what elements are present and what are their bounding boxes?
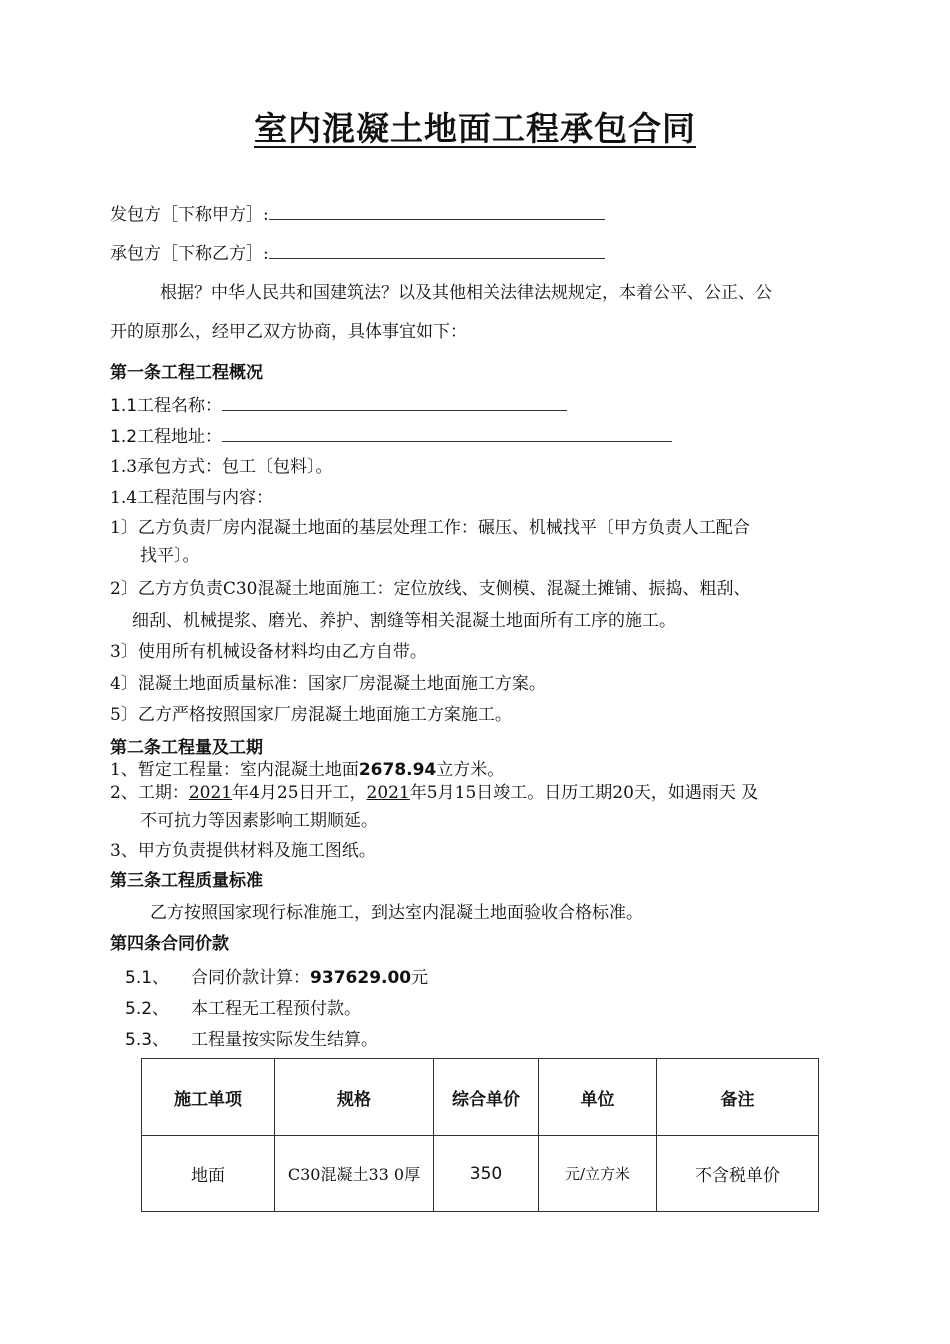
- schedule-label: 2、工期：: [110, 783, 189, 803]
- preamble-line-2: 开的原那么，经甲乙双方协商，具体事宜如下：: [110, 322, 467, 342]
- scope-item-3: 3〕使用所有机械设备材料均由乙方自带。: [110, 642, 427, 662]
- price-clause-1: [125, 967, 428, 989]
- contract-price-value: 937629.00: [310, 968, 412, 988]
- table-header-cell: 规格: [275, 1059, 434, 1136]
- project-address-label: 1.2工程地址：: [110, 427, 223, 447]
- contract-price-unit: 元: [411, 968, 429, 988]
- party-b-blank: [269, 242, 605, 259]
- quality-standard-text: 乙方按照国家现行标准施工，到达室内混凝土地面验收合格标准。: [150, 903, 643, 923]
- scope-item-2-cont: 细刮、机械提浆、磨光、养护、割缝等相关混凝土地面所有工序的施工。: [132, 611, 676, 631]
- start-year: 2021: [188, 783, 233, 803]
- table-cell: 元/立方米: [539, 1136, 657, 1212]
- table-cell: 地面: [142, 1136, 275, 1212]
- table-row: [142, 1136, 819, 1212]
- party-a-line: [110, 203, 605, 226]
- table-header-row: [142, 1059, 819, 1136]
- project-name-label: 1.1工程名称：: [110, 396, 223, 416]
- price-table: [141, 1058, 819, 1212]
- article-3-heading: 第三条工程质量标准: [110, 871, 263, 891]
- article-4-heading: 第四条合同价款: [110, 934, 229, 954]
- table-cell: 350: [434, 1136, 539, 1212]
- clause-number: 5.1、: [125, 968, 170, 988]
- table-header-cell: 单位: [539, 1059, 657, 1136]
- scope-item-5: 5〕乙方严格按照国家厂房混凝土地面施工方案施工。: [110, 705, 512, 725]
- party-b-label: 承包方［下称乙方］:: [110, 244, 269, 264]
- price-clause-2: [125, 998, 361, 1020]
- table-header-cell: 综合单价: [434, 1059, 539, 1136]
- start-date-text: 年4月25日开工，: [232, 783, 367, 803]
- project-name-blank: [222, 394, 567, 411]
- party-a-blank: [269, 203, 605, 220]
- project-address-line: [110, 425, 672, 448]
- project-name-line: [110, 394, 567, 417]
- clause-text: 合同价款计算：: [191, 968, 311, 988]
- quantity-value: 2678.94: [358, 760, 437, 780]
- project-address-blank: [222, 425, 672, 442]
- end-year: 2021: [366, 783, 410, 803]
- quantity-line: [110, 759, 504, 781]
- document-title: 室内混凝土地面工程承包合同: [254, 109, 696, 148]
- article-2-heading: 第二条工程量及工期: [110, 738, 263, 758]
- table-header-cell: 施工单项: [142, 1059, 275, 1136]
- table-header-cell: 备注: [657, 1059, 819, 1136]
- clause-text: 工程量按实际发生结算。: [191, 1030, 379, 1050]
- end-date-text: 年5月15日竣工。日历工期20天，如遇雨天 及: [409, 783, 759, 803]
- clause-text: 本工程无工程预付款。: [191, 999, 362, 1019]
- preamble-line-1: 根据？中华人民共和国建筑法？以及其他相关法律法规规定，本着公平、公正、公: [160, 283, 772, 303]
- scope-item-1: 1〕乙方负责厂房内混凝土地面的基层处理工作：碾压、机械找平〔甲方负责人工配合: [110, 518, 750, 538]
- scope-item-1-cont: 找平〕。: [140, 546, 200, 566]
- table-cell: C30混凝土33 0厚: [275, 1136, 434, 1212]
- quantity-label: 1、暂定工程量：室内混凝土地面: [110, 760, 359, 780]
- scope-line: 1.4工程范围与内容：: [110, 488, 274, 508]
- quantity-unit: 立方米。: [436, 760, 505, 780]
- clause-number: 5.3、: [125, 1030, 170, 1050]
- party-b-line: [110, 242, 605, 265]
- schedule-line-cont: 不可抗力等因素影响工期顺延。: [140, 811, 378, 831]
- scope-item-4: 4〕混凝土地面质量标准：国家厂房混凝土地面施工方案。: [110, 674, 546, 694]
- article-1-heading: 第一条工程工程概况: [110, 363, 263, 383]
- clause-number: 5.2、: [125, 999, 170, 1019]
- schedule-line: [110, 782, 758, 804]
- contract-mode-line: 1.3承包方式：包工〔包料〕。: [110, 457, 333, 477]
- party-a-label: 发包方［下称甲方］:: [110, 205, 269, 225]
- materials-line: 3、甲方负责提供材料及施工图纸。: [110, 841, 376, 861]
- table-cell: 不含税单价: [657, 1136, 819, 1212]
- scope-item-2: 2〕乙方方负责C30混凝土地面施工：定位放线、支侧模、混凝土摊铺、振捣、粗刮、: [110, 579, 751, 599]
- price-clause-3: [125, 1029, 378, 1051]
